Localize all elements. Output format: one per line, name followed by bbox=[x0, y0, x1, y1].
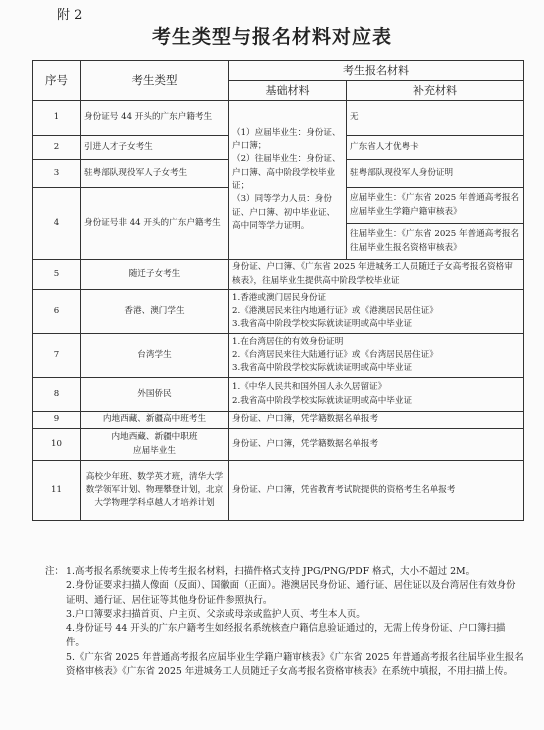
row-type: 台湾学生 bbox=[81, 334, 229, 378]
basic-line-3: （3）同等学力人员：身份证、户口簿、初中毕业证、高中同等学力证明。 bbox=[232, 194, 336, 232]
row-no: 7 bbox=[33, 334, 81, 378]
row-materials bbox=[229, 290, 524, 334]
material-item: 1.香港或澳门居民身份证 bbox=[232, 292, 327, 303]
note-item bbox=[66, 608, 524, 622]
header-type: 考生类型 bbox=[81, 61, 229, 101]
table-row bbox=[33, 412, 524, 429]
row-type-line: 应届毕业生 bbox=[133, 445, 176, 456]
row-type: 驻粤部队现役军人子女考生 bbox=[81, 160, 229, 188]
row-materials: 身份证、户口簿，凭省教育考试院提供的资格考生名单报考 bbox=[229, 461, 524, 521]
row-no: 11 bbox=[33, 461, 81, 521]
row-materials bbox=[229, 378, 524, 412]
table-row bbox=[33, 461, 524, 521]
table-row bbox=[33, 290, 524, 334]
row-no: 8 bbox=[33, 378, 81, 412]
material-item: 2.《港澳居民来往内地通行证》或《港澳居民居住证》 bbox=[232, 305, 438, 316]
row-type: 外国侨民 bbox=[81, 378, 229, 412]
header-basic: 基础材料 bbox=[229, 81, 347, 101]
row-no: 10 bbox=[33, 429, 81, 461]
row-type bbox=[81, 429, 229, 461]
table-row bbox=[33, 101, 524, 136]
materials-table bbox=[32, 60, 524, 521]
row-type: 引进人才子女考生 bbox=[81, 136, 229, 160]
table-row bbox=[33, 334, 524, 378]
header-no: 序号 bbox=[33, 61, 81, 101]
table-row bbox=[33, 378, 524, 412]
note-text: 3.户口簿要求扫描首页、户主页、父亲或母亲或监护人页、考生本人页。 bbox=[66, 608, 366, 620]
row-type: 香港、澳门学生 bbox=[81, 290, 229, 334]
shared-basic-materials bbox=[229, 101, 347, 260]
row-supplement: 驻粤部队现役军人身份证明 bbox=[347, 160, 524, 188]
note-item bbox=[66, 651, 524, 680]
attachment-label: 附 2 bbox=[57, 8, 83, 23]
row-no: 1 bbox=[33, 101, 81, 136]
row-supplement: 无 bbox=[347, 101, 524, 136]
notes-label: 注： bbox=[45, 566, 64, 577]
row-materials: 身份证、户口簿，凭学籍数据名单报考 bbox=[229, 412, 524, 429]
row-no: 2 bbox=[33, 136, 81, 160]
material-item: 2.我省高中阶段学校实际就读证明或高中毕业证 bbox=[232, 395, 413, 406]
row-supplement-a: 应届毕业生：《广东省 2025 年普通高考报名应届毕业生学籍户籍审核表》 bbox=[347, 188, 524, 224]
basic-line-2: （2）往届毕业生：身份证、户口簿、高中阶段学校毕业证； bbox=[232, 154, 341, 192]
page-title: 考生类型与报名材料对应表 bbox=[151, 26, 392, 48]
row-type: 身份证号 44 开头的广东户籍考生 bbox=[81, 101, 229, 136]
row-no: 4 bbox=[33, 188, 81, 260]
material-item: 1.《中华人民共和国外国人永久居留证》 bbox=[232, 382, 387, 393]
row-no: 9 bbox=[33, 412, 81, 429]
note-item bbox=[66, 622, 524, 651]
note-text: 4.身份证号 44 开头的广东户籍考生如经报名系统核查户籍信息验证通过的，无需上传身份证、户口簿扫描件。 bbox=[66, 623, 506, 649]
header-materials: 考生报名材料 bbox=[229, 61, 524, 81]
material-item: 3.我省高中阶段学校实际就读证明或高中毕业证 bbox=[232, 319, 413, 330]
note-item bbox=[66, 579, 524, 608]
note-item bbox=[45, 565, 524, 579]
row-supplement: 广东省人才优粤卡 bbox=[347, 136, 524, 160]
row-type: 随迁子女考生 bbox=[81, 260, 229, 290]
row-type: 高校少年班、数学英才班，清华大学数学领军计划、物理攀登计划，北京大学物理学科卓越人才培养计划 bbox=[81, 461, 229, 521]
row-no: 3 bbox=[33, 160, 81, 188]
row-type-line: 内地西藏、新疆中职班 bbox=[111, 432, 198, 443]
row-supplement-b: 往届毕业生：《广东省 2025 年普通高考报名往届毕业生报名资格审核表》 bbox=[347, 224, 524, 260]
table-row bbox=[33, 429, 524, 461]
note-text: 5.《广东省 2025 年普通高考报名应届毕业生学籍户籍审核表》《广东省 2025 年普通高考报名往届毕业生报名资格审核表》《广东省 2025 年进城务工人员随迁子女高考报名资格审核表》在系统中填报，不用扫描上传。 bbox=[66, 651, 524, 678]
note-text: 2.身份证要求扫描人像面（反面）、国徽面（正面）。港澳居民身份证、通行证、居住证以及台湾居住有效身份证明、通行证、居住证等其他身份证件参照执行。 bbox=[66, 580, 516, 606]
material-item: 2.《台湾居民来往大陆通行证》或《台湾居民居住证》 bbox=[232, 349, 438, 360]
material-item: 1.在台湾居住的有效身份证明 bbox=[232, 336, 344, 347]
note-text: 1.高考报名系统要求上传考生报名材料，扫描件格式支持 JPG/PNG/PDF 格式，大小不超过 2M。 bbox=[66, 566, 476, 577]
row-materials: 身份证、户口簿、《广东省 2025 年进城务工人员随迁子女高考报名资格审核表》，往届毕业生提供高中阶段学校毕业证 bbox=[229, 260, 524, 290]
row-type: 内地西藏、新疆高中班考生 bbox=[81, 412, 229, 429]
table-row bbox=[33, 260, 524, 290]
notes-section bbox=[45, 565, 524, 679]
row-type: 身份证号非 44 开头的广东户籍考生 bbox=[81, 188, 229, 260]
row-no: 5 bbox=[33, 260, 81, 290]
basic-line-1: （1）应届毕业生：身份证、户口簿； bbox=[232, 127, 341, 152]
material-item: 3.我省高中阶段学校实际就读证明或高中毕业证 bbox=[232, 363, 413, 374]
header-supplement: 补充材料 bbox=[347, 81, 524, 101]
row-materials bbox=[229, 334, 524, 378]
row-materials: 身份证、户口簿，凭学籍数据名单报考 bbox=[229, 429, 524, 461]
row-no: 6 bbox=[33, 290, 81, 334]
